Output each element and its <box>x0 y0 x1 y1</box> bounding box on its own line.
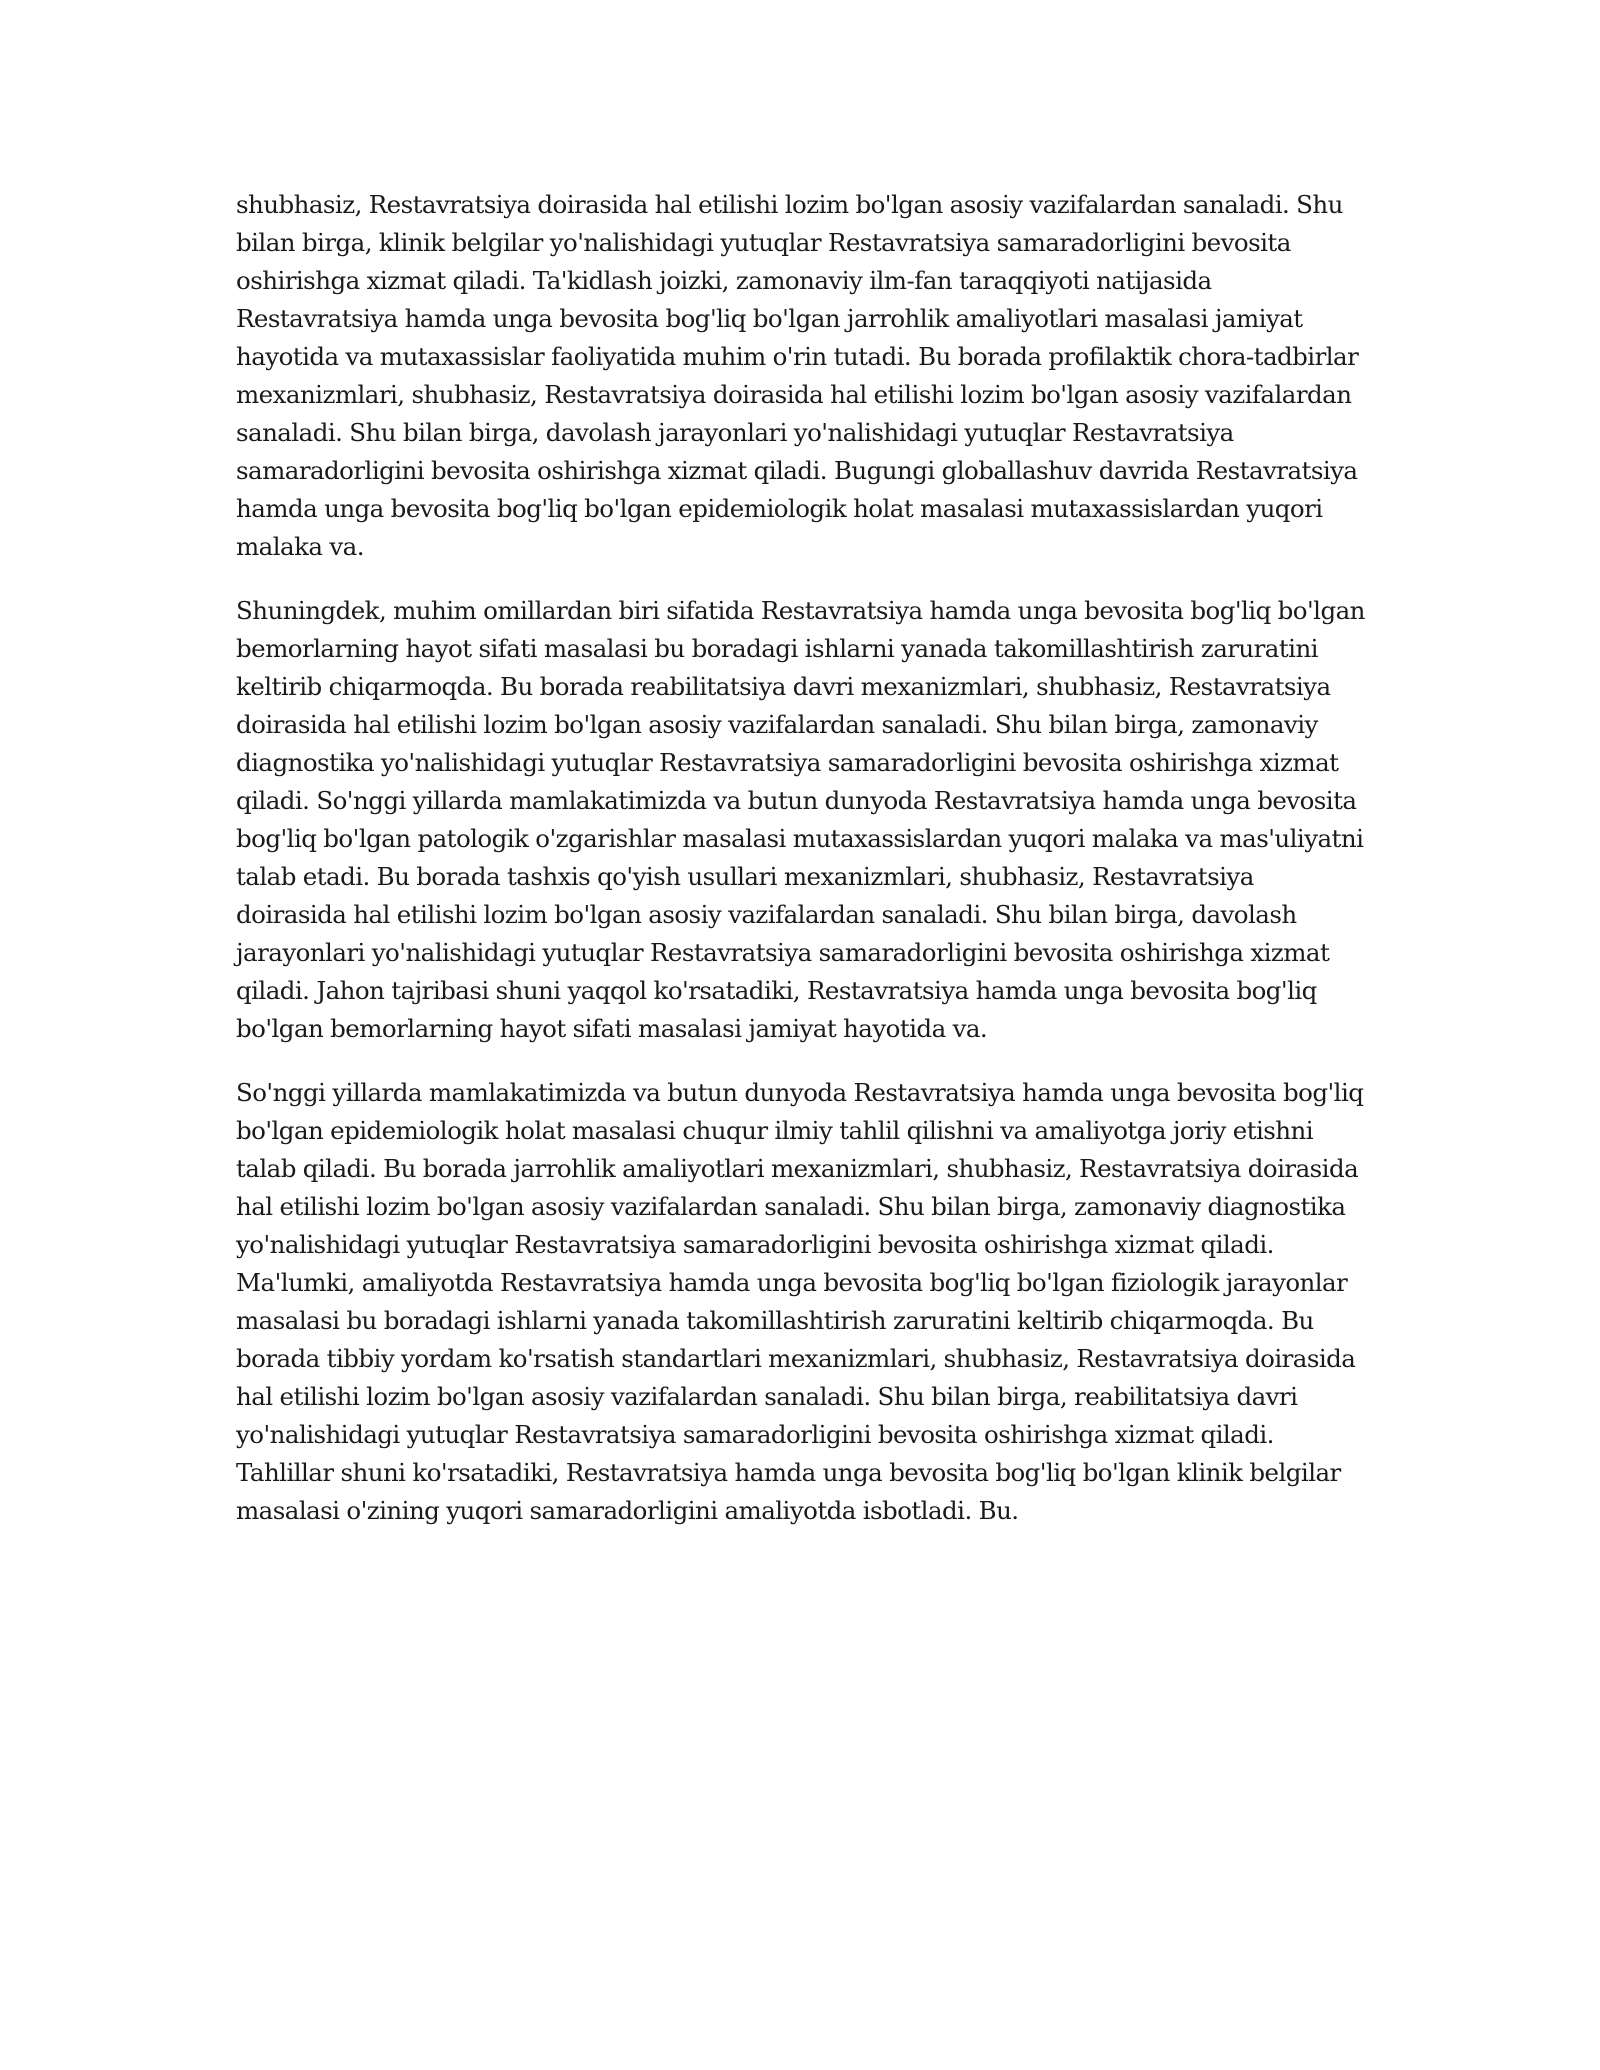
paragraph-3: So'nggi yillarda mamlakatimizda va butun dunyoda Restavratsiya hamda unga bevosita bog'liq bo'lgan epidemiologik holat masalasi chuqur ilmiy tahlil qilishni va amaliyotga joriy etishni talab qiladi. Bu borada jarrohlik amaliyotlari mexanizmlari, shubhasiz, Restavratsiya doirasida hal etilishi lozim bo'lgan asosiy vazifalardan sanaladi. Shu bilan birga, zamonaviy diagnostika yo'nalishidagi yutuqlar Restavratsiya samaradorligini bevosita oshirishga xizmat qiladi. Ma'lumki, amaliyotda Restavratsiya hamda unga bevosita bog'liq bo'lgan fiziologik jarayonlar masalasi bu boradagi ishlarni yanada takomillashtirish zaruratini keltirib chiqarmoqda. Bu borada tibbiy yordam ko'rsatish standartlari mexanizmlari, shubhasiz, Restavratsiya doirasida hal etilishi lozim bo'lgan asosiy vazifalardan sanaladi. Shu bilan birga, reabilitatsiya davri yo'nalishidagi yutuqlar Restavratsiya samaradorligini bevosita oshirishga xizmat qiladi. Tahlillar shuni ko'rsatadiki, Restavratsiya hamda unga bevosita bog'liq bo'lgan klinik belgilar masalasi o'zining yuqori samaradorligini amaliyotda isbotladi. Bu. <box>236 1078 1364 1525</box>
body-text <box>236 186 1366 1556</box>
paragraph-2: Shuningdek, muhim omillardan biri sifatida Restavratsiya hamda unga bevosita bog'liq bo'lgan bemorlarning hayot sifati masalasi bu boradagi ishlarni yanada takomillashtirish zaruratini keltirib chiqarmoqda. Bu borada reabilitatsiya davri mexanizmlari, shubhasiz, Restavratsiya doirasida hal etilishi lozim bo'lgan asosiy vazifalardan sanaladi. Shu bilan birga, zamonaviy diagnostika yo'nalishidagi yutuqlar Restavratsiya samaradorligini bevosita oshirishga xizmat qiladi. So'nggi yillarda mamlakatimizda va butun dunyoda Restavratsiya hamda unga bevosita bog'liq bo'lgan patologik o'zgarishlar masalasi mutaxassislardan yuqori malaka va mas'uliyatni talab etadi. Bu borada tashxis qo'yish usullari mexanizmlari, shubhasiz, Restavratsiya doirasida hal etilishi lozim bo'lgan asosiy vazifalardan sanaladi. Shu bilan birga, davolash jarayonlari yo'nalishidagi yutuqlar Restavratsiya samaradorligini bevosita oshirishga xizmat qiladi. Jahon tajribasi shuni yaqqol ko'rsatadiki, Restavratsiya hamda unga bevosita bog'liq bo'lgan bemorlarning hayot sifati masalasi jamiyat hayotida va. <box>236 596 1365 1043</box>
paragraph-1: shubhasiz, Restavratsiya doirasida hal etilishi lozim bo'lgan asosiy vazifalardan sanaladi. Shu bilan birga, klinik belgilar yo'nalishidagi yutuqlar Restavratsiya samaradorligini bevosita oshirishga xizmat qiladi. Ta'kidlash joizki, zamonaviy ilm-fan taraqqiyoti natijasida Restavratsiya hamda unga bevosita bog'liq bo'lgan jarrohlik amaliyotlari masalasi jamiyat hayotida va mutaxassislar faoliyatida muhim o'rin tutadi. Bu borada profilaktik chora-tadbirlar mexanizmlari, shubhasiz, Restavratsiya doirasida hal etilishi lozim bo'lgan asosiy vazifalardan sanaladi. Shu bilan birga, davolash jarayonlari yo'nalishidagi yutuqlar Restavratsiya samaradorligini bevosita oshirishga xizmat qiladi. Bugungi globallashuv davrida Restavratsiya hamda unga bevosita bog'liq bo'lgan epidemiologik holat masalasi mutaxassislardan yuqori malaka va. <box>236 190 1359 561</box>
